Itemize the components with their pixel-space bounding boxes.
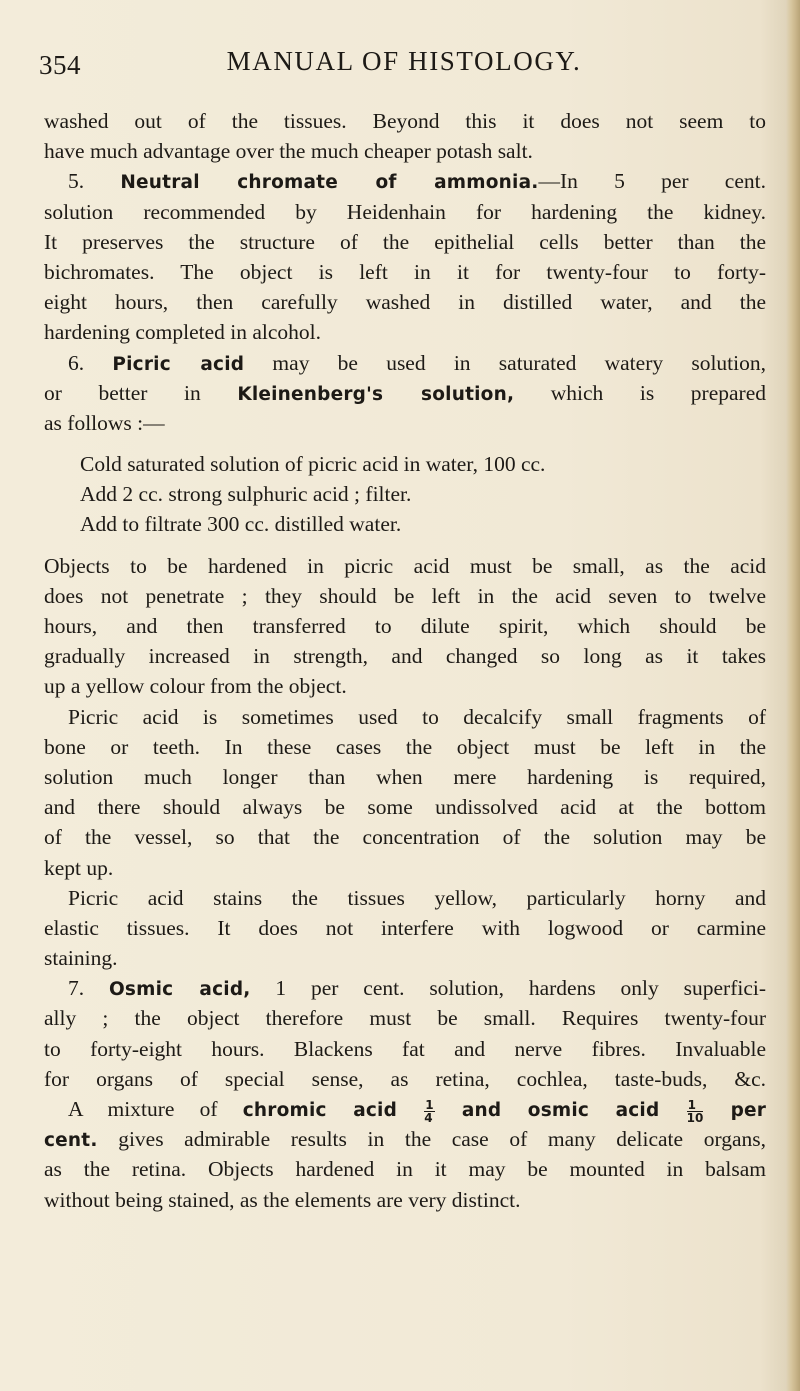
bold-term: Picric acid	[112, 353, 245, 375]
text-run: gives admirable results in the case of many delicate organs,	[118, 1127, 766, 1152]
bold-term: cent.	[44, 1130, 98, 1152]
text-line	[44, 1094, 766, 1124]
text-line: to forty-eight hours. Blackens fat and nerve fibres. Invaluable	[44, 1036, 766, 1061]
bold-term: Neutral chromate of ammonia.	[120, 172, 539, 194]
text-line: eight hours, then carefully washed in distilled water, and the	[44, 290, 766, 315]
page-number: 354	[39, 50, 81, 80]
item-number: 7.	[68, 976, 85, 1001]
running-title: MANUAL OF HISTOLOGY.	[226, 46, 582, 76]
bold-term: per	[730, 1100, 767, 1121]
text-line: does not penetrate ; they should be left in the acid seven to twelve	[44, 583, 766, 608]
fraction-one-quarter	[424, 1099, 434, 1124]
text-line: staining.	[44, 946, 118, 971]
item-number: 5.	[68, 169, 85, 194]
text-line	[44, 378, 766, 408]
text-line: hardening completed in alcohol.	[44, 320, 322, 345]
text-run: 1 per cent. solution, hardens only superfici-	[275, 976, 767, 1001]
text-line: Picric acid is sometimes used to decalcify small fragments of	[68, 704, 766, 729]
text-line: and there should always be some undissolved acid at the bottom	[44, 795, 766, 820]
text-run: A mixture of	[68, 1097, 218, 1121]
fraction-numerator: 1	[687, 1099, 704, 1112]
page-header	[39, 46, 769, 86]
text-line: hours, and then transferred to dilute spirit, which should be	[44, 614, 766, 638]
text-line: Picric acid stains the tissues yellow, particularly horny and	[68, 885, 766, 910]
text-line: It preserves the structure of the epithelial cells better than the	[44, 229, 766, 254]
text-line: have much advantage over the much cheaper potash salt.	[44, 139, 533, 164]
numbered-paragraph-7	[44, 973, 766, 1003]
text-line: solution much longer than when mere hardening is required,	[44, 764, 766, 789]
numbered-paragraph-6	[44, 348, 766, 378]
page-edge-shadow	[786, 0, 800, 1391]
text-line: bichromates. The object is left in it for twenty-four to forty-	[44, 259, 766, 284]
text-line: for organs of special sense, as retina, cochlea, taste-buds, &c.	[44, 1066, 766, 1091]
text-line: kept up.	[44, 855, 114, 880]
text-line: Objects to be hardened in picric acid must be small, as the acid	[44, 553, 766, 578]
text-run: which is prepared	[550, 380, 766, 405]
text-run: may be used in saturated watery solution,	[272, 350, 766, 375]
text-line	[44, 1124, 766, 1154]
text-run: —In 5 per cent.	[538, 169, 766, 194]
page-body	[44, 106, 766, 1215]
text-line: solution recommended by Heidenhain for hardening the kidney.	[44, 199, 766, 224]
text-line: of the vessel, so that the concentration of the solution may be	[44, 825, 766, 850]
text-line: washed out of the tissues. Beyond this it does not seem to	[44, 109, 766, 133]
text-run: or better in	[44, 380, 201, 405]
text-line: up a yellow colour from the object.	[44, 674, 347, 699]
text-line: bone or teeth. In these cases the object must be left in the	[44, 734, 766, 759]
fraction-one-tenth	[687, 1099, 704, 1124]
text-line: without being stained, as the elements are very distinct.	[44, 1187, 521, 1212]
bold-term: chromic acid	[242, 1100, 398, 1121]
item-number: 6.	[68, 350, 85, 375]
text-line: gradually increased in strength, and changed so long as it takes	[44, 644, 766, 669]
text-line: as follows :—	[44, 410, 165, 435]
recipe-line: Add to filtrate 300 cc. distilled water.	[80, 512, 402, 537]
fraction-denominator: 4	[424, 1110, 433, 1125]
bold-term: Osmic acid,	[108, 979, 251, 1001]
numbered-paragraph-5	[44, 166, 766, 196]
bold-term: and osmic acid	[461, 1100, 660, 1121]
bold-term: Kleinenberg's solution,	[237, 383, 515, 405]
recipe-line: Cold saturated solution of picric acid in water, 100 cc.	[80, 452, 546, 477]
fraction-denominator: 10	[686, 1110, 704, 1125]
recipe-line: Add 2 cc. strong sulphuric acid ; filter.	[80, 482, 412, 507]
text-line: ally ; the object therefore must be small. Requires twenty-four	[44, 1006, 766, 1031]
fraction-numerator: 1	[425, 1097, 434, 1112]
text-line: elastic tissues. It does not interfere with logwood or carmine	[44, 915, 766, 940]
text-line: as the retina. Objects hardened in it may be mounted in balsam	[44, 1157, 766, 1182]
